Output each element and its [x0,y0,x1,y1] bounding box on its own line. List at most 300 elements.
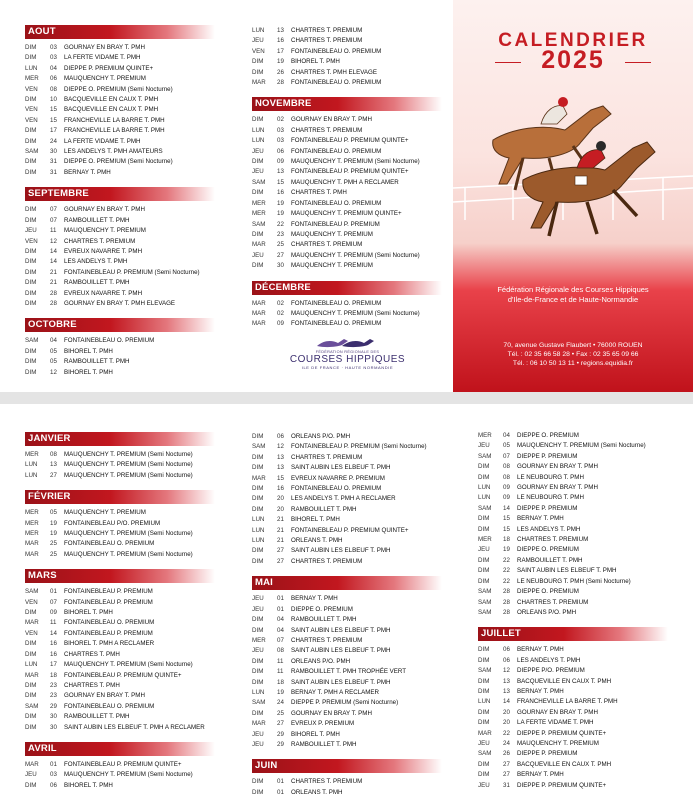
race-venue: GOURNAY EN BRAY T. PMH [517,463,598,471]
race-entry [478,431,668,441]
month-name: JANVIER [28,433,71,444]
race-date: 27 [503,771,510,779]
race-entry [252,688,442,698]
race-date: 30 [277,262,284,270]
race-entry [25,289,215,299]
race-entry [252,68,442,78]
race-day: DIM [25,279,37,287]
race-entry [478,577,668,587]
race-entry [478,452,668,462]
race-date: 28 [503,598,510,606]
race-day: DIM [25,640,37,648]
race-date: 23 [50,681,57,689]
race-day: SAM [478,598,492,606]
race-day: DIM [25,681,37,689]
race-venue: RAMBOUILLET T. PMH [291,740,357,748]
race-venue: BIHOREL T. PMH [291,730,340,738]
race-date: 12 [50,368,57,376]
race-venue: LES ANDELYS T. PMH A RECLAMER [291,495,396,503]
race-venue: LES ANDELYS T. PMH AMATEURS [64,148,163,156]
race-day: LUN [252,537,265,545]
race-entry [252,505,442,515]
race-date: 15 [503,515,510,523]
race-entry [25,205,215,215]
race-venue: FONTAINEBLEAU O. PREMIUM [64,619,155,627]
race-entry [252,657,442,667]
race-entry [252,626,442,636]
race-day: LUN [252,27,265,34]
race-venue: LA FERTE VIDAME T. PMH [64,54,141,62]
race-day: JEU [252,595,264,603]
race-entry [25,712,215,722]
race-day: DIM [25,289,37,297]
race-entry [252,36,442,46]
race-day: DIM [252,709,264,717]
race-venue: MAUQUENCHY T. PREMIUM (Semi Nocturne) [64,550,193,558]
race-date: 13 [503,677,510,685]
race-entry [25,508,215,518]
race-venue: LES ANDELYS T. PMH [64,258,128,266]
juin-continued [478,431,668,618]
race-date: 13 [503,687,510,695]
race-entry [252,136,442,146]
race-entry [252,605,442,615]
month-header [252,759,442,773]
race-entry [252,709,442,719]
race-date: 06 [277,147,284,155]
race-venue: DIEPPE P. PREMIUM [517,750,578,758]
race-venue: DIEPPE O. PREMIUM [517,432,579,439]
race-date: 27 [277,251,284,259]
race-date: 22 [503,567,510,575]
race-entry [252,251,442,261]
race-entry [25,74,215,84]
race-venue: ORLEANS P/O. PMH [291,433,351,440]
race-venue: FONTAINEBLEAU P. PREMIUM QUINTE+ [291,137,409,145]
race-venue: FONTAINEBLEAU O. PREMIUM [291,199,382,207]
race-day: VEN [25,85,38,93]
month-block [25,318,215,378]
race-entry [25,226,215,236]
race-venue: CHARTRES T. PREMIUM [291,241,363,249]
race-venue: FONTAINEBLEAU P. PREMIUM [291,220,380,228]
race-day: MAR [252,720,266,728]
race-entry [478,666,668,676]
race-venue: FONTAINEBLEAU O. PREMIUM [291,320,382,328]
race-date: 12 [50,237,57,245]
race-day: DIM [478,567,490,575]
race-entry [25,237,215,247]
race-date: 27 [277,557,284,565]
race-entry [25,660,215,670]
race-day: LUN [478,484,491,492]
race-venue: BACQUEVILLE EN CAUX T. PMH [517,760,612,768]
race-entry [478,677,668,687]
race-date: 13 [277,464,284,472]
race-date: 15 [277,178,284,186]
race-date: 22 [277,220,284,228]
race-entry [25,639,215,649]
month-block [25,569,215,733]
race-venue: CHARTRES T. PMH [64,681,120,689]
race-entry [252,299,442,309]
race-date: 15 [503,525,510,533]
race-venue: LES ANDELYS T. PMH [517,656,581,664]
race-date: 02 [277,116,284,124]
race-venue: CHARTRES T. PMH [64,650,120,658]
race-day: DIM [25,127,37,135]
month-block [478,627,668,791]
race-date: 31 [50,158,57,166]
race-entry [252,167,442,177]
race-venue: EVREUX NAVARRE T. PMH [64,289,143,297]
race-entry [478,556,668,566]
race-day: MAR [25,760,39,768]
race-date: 17 [50,661,57,669]
race-date: 09 [277,320,284,328]
race-venue: FONTAINEBLEAU P/O. PREMIUM [64,519,161,527]
race-venue: MAUQUENCHY T. PREMIUM (Semi Nocturne) [64,661,193,669]
race-venue: CHARTRES T. PREMIUM [291,37,363,45]
race-date: 09 [277,158,284,166]
race-venue: BERNAY T. PMH [517,515,564,523]
race-venue: CHARTRES T. PREMIUM [64,237,136,245]
race-date: 25 [50,540,57,548]
race-date: 14 [50,629,57,637]
race-entry [252,47,442,57]
race-venue: DIEPPE P. PREMIUM [517,452,578,460]
month-header [25,318,215,332]
race-day: LUN [252,688,265,696]
race-venue: ORLEANS T. PMH [291,537,343,545]
column-janvier-avril [25,432,215,796]
race-day: JEU [478,546,490,554]
race-day: DIM [25,137,37,145]
race-entry [25,95,215,105]
race-day: MAR [252,79,266,87]
race-date: 22 [503,729,510,737]
race-venue: MAUQUENCHY T. PREMIUM (Semi Nocturne) [291,309,420,317]
race-venue: DIEPPE O. PREMIUM (Semi Nocturne) [64,85,173,93]
race-date: 09 [503,484,510,492]
race-date: 24 [277,699,284,707]
race-venue: GOURNAY EN BRAY T. PMH [291,709,372,717]
race-venue: CHARTRES T. PMH [291,189,347,197]
race-date: 24 [503,739,510,747]
race-venue: BACQUEVILLE EN CAUX T. PMH [64,106,159,114]
race-day: VEN [25,237,38,245]
octobre-continued [252,26,442,88]
race-date: 08 [277,647,284,655]
race-day: MAR [252,299,266,307]
race-day: LUN [252,516,265,524]
race-day: JEU [478,739,490,747]
race-date: 26 [277,68,284,76]
race-day: SAM [252,443,266,451]
race-date: 03 [277,137,284,145]
race-day: DIM [252,547,264,555]
race-entry [252,442,442,452]
race-date: 31 [50,168,57,176]
race-entry [252,740,442,750]
race-venue: FONTAINEBLEAU P. PREMIUM [64,598,153,606]
race-venue: GOURNAY EN BRAY T. PMH [517,708,598,716]
race-day: DIM [25,347,37,355]
month-name: SEPTEMBRE [28,188,89,200]
race-date: 13 [277,453,284,461]
race-venue: SAINT AUBIN LES ELBEUF T. PMH [291,626,391,634]
race-day: VEN [25,629,38,637]
race-date: 19 [50,530,57,538]
race-date: 04 [277,626,284,634]
race-date: 03 [50,54,57,62]
month-block [252,759,442,796]
race-day: DIM [25,781,37,789]
race-venue: BERNAY T. PMH A RECLAMER [291,688,380,696]
race-day: DIM [25,168,37,176]
race-date: 05 [50,358,57,366]
race-date: 16 [277,37,284,45]
race-venue: DIEPPE O. PREMIUM (Semi Nocturne) [64,158,173,166]
race-venue: GOURNAY EN BRAY T. PMH [64,44,145,51]
column-aout-octobre [25,25,215,387]
race-entry [25,629,215,639]
race-entry [252,26,442,36]
month-name: JUIN [255,760,278,772]
race-day: DIM [252,668,264,676]
race-date: 25 [50,550,57,558]
race-day: DIM [252,626,264,634]
race-entry [252,730,442,740]
race-day: DIM [252,433,264,440]
race-date: 28 [503,588,510,596]
race-entry [252,667,442,677]
race-venue: DIEPPE P. PREMIUM QUINTE+ [517,781,607,789]
race-venue: LE NEUBOURG T. PMH [517,473,584,481]
race-entry [252,309,442,319]
race-date: 02 [277,299,284,307]
month-header [25,569,215,583]
race-date: 23 [277,230,284,238]
race-day: DIM [252,158,264,166]
race-date: 03 [50,771,57,779]
race-date: 18 [503,536,510,544]
month-name: MARS [28,570,57,582]
race-venue: BIHOREL T. PMH [64,347,113,355]
race-date: 05 [50,347,57,355]
race-entry [478,749,668,759]
race-date: 11 [277,657,284,665]
race-venue: BIHOREL T. PMH [64,609,113,617]
race-day: MAR [25,540,39,548]
race-entry [25,650,215,660]
race-day: SAM [252,220,266,228]
race-venue: EVREUX P. PREMIUM [291,720,355,728]
race-day: DIM [252,485,264,493]
race-entry [478,697,668,707]
month-header [25,25,215,39]
race-venue: RAMBOUILLET T. PMH [517,556,583,564]
column-avril-juin [252,432,442,796]
race-date: 20 [503,719,510,727]
race-venue: FONTAINEBLEAU O. PREMIUM [291,79,382,87]
race-venue: FONTAINEBLEAU O. PREMIUM [64,337,155,345]
race-entry [252,463,442,473]
race-venue: CHARTRES T. PREMIUM [291,778,363,786]
race-date: 20 [277,505,284,513]
race-venue: ORLEANS P/O. PMH [517,608,577,616]
race-day: SAM [25,702,39,710]
race-day: DIM [478,515,490,523]
race-entry [252,147,442,157]
race-entry [25,681,215,691]
race-entry [25,691,215,701]
race-entry [478,770,668,780]
race-entry [252,453,442,463]
race-day: DIM [25,650,37,658]
month-name: OCTOBRE [28,319,77,331]
month-block [25,432,215,481]
race-date: 22 [503,577,510,585]
race-day: JEU [252,605,264,613]
logo-line-1: FÉDÉRATION RÉGIONALE DES [315,350,380,354]
race-day: DIM [252,58,264,66]
race-entry [478,781,668,791]
race-venue: LE NEUBOURG T. PMH (Semi Nocturne) [517,577,631,585]
race-entry [478,545,668,555]
race-entry [25,137,215,147]
race-date: 25 [277,241,284,249]
race-day: MER [478,536,492,544]
race-date: 07 [50,598,57,606]
race-venue: EVREUX NAVARRE T. PMH [64,247,143,255]
race-date: 07 [503,452,510,460]
race-entry [252,719,442,729]
race-venue: MAUQUENCHY T. PREMIUM (Semi Nocturne) [517,442,646,450]
race-venue: CHARTRES T. PREMIUM [517,536,589,544]
race-day: DIM [252,778,264,786]
race-venue: MAUQUENCHY T. PREMIUM (Semi Nocturne) [64,471,193,479]
race-date: 03 [50,44,57,51]
race-date: 21 [277,516,284,524]
race-day: SAM [478,750,492,758]
race-venue: RAMBOUILLET T. PMH [64,713,130,721]
contact: Tél. : 06 10 50 13 11 • regions.equidia.fr [512,360,634,367]
race-entry [478,739,668,749]
race-venue: DIEPPE P/O. PREMIUM [517,667,585,675]
race-venue: GOURNAY EN BRAY T. PMH [64,692,145,700]
race-date: 28 [277,79,284,87]
race-venue: ORLEANS P/O. PMH [291,657,351,665]
race-venue: SAINT AUBIN LES ELBEUF T. PMH [517,567,617,575]
race-entry [252,526,442,536]
race-entry [478,525,668,535]
race-day: DIM [252,189,264,197]
race-day: JEU [252,740,264,748]
race-entry [25,299,215,309]
race-entry [25,529,215,539]
race-day: MER [478,432,492,439]
race-entry [25,770,215,780]
race-day: DIM [252,230,264,238]
race-venue: FONTAINEBLEAU P. PREMIUM QUINTE+ [291,526,409,534]
race-day: DIM [478,577,490,585]
race-venue: MAUQUENCHY T. PREMIUM [64,227,146,235]
race-day: MAR [478,729,492,737]
race-date: 04 [50,337,57,345]
race-day: LUN [25,64,38,72]
race-date: 31 [503,781,510,789]
horse-race-illustration-icon [453,80,693,260]
race-venue: FONTAINEBLEAU P. PREMIUM QUINTE+ [64,671,182,679]
race-date: 08 [503,473,510,481]
race-entry [25,550,215,560]
race-venue: DIEPPE P. PREMIUM (Semi Nocturne) [291,699,399,707]
race-date: 16 [50,640,57,648]
race-day: DIM [25,216,37,224]
race-date: 28 [50,299,57,307]
race-day: MER [252,636,266,644]
race-day: SAM [25,148,39,156]
race-entry [478,587,668,597]
race-day: DIM [25,713,37,721]
race-date: 08 [503,463,510,471]
race-day: DIM [478,687,490,695]
race-day: DIM [478,771,490,779]
month-block [25,187,215,309]
race-day: DIM [25,692,37,700]
federation-logo [280,330,415,376]
race-venue: BERNAY T. PMH [517,687,564,695]
race-entry [252,557,442,567]
race-entry [252,594,442,604]
race-entry [25,126,215,136]
race-day: VEN [25,598,38,606]
race-date: 07 [50,216,57,224]
race-entry [252,126,442,136]
race-entry [25,168,215,178]
race-venue: MAUQUENCHY T. PMH A RECLAMER [291,178,399,186]
race-venue: BERNAY T. PMH [291,595,338,603]
race-date: 28 [50,289,57,297]
race-day: DIM [478,473,490,481]
race-venue: FONTAINEBLEAU O. PREMIUM [291,485,382,493]
race-entry [25,471,215,481]
race-day: SAM [478,608,492,616]
race-venue: BIHOREL T. PMH [64,368,113,376]
race-day: DIM [478,677,490,685]
race-venue: EVREUX NAVARRE P. PREMIUM [291,474,385,482]
race-day: DIM [252,495,264,503]
race-date: 30 [50,723,57,731]
month-header [25,490,215,504]
race-entry [252,319,442,329]
race-day: MAR [25,550,39,558]
race-venue: CHARTRES T. PREMIUM [517,598,589,606]
race-entry [252,698,442,708]
cover-title: CALENDRIER [498,30,648,51]
race-entry [252,546,442,556]
race-date: 07 [277,636,284,644]
month-block [25,25,215,178]
race-day: SAM [252,699,266,707]
race-venue: ORLEANS T. PMH [291,788,343,796]
race-venue: MAUQUENCHY T. PREMIUM [517,739,599,747]
race-entry [252,157,442,167]
column-octobre-decembre [252,26,442,339]
race-venue: MAUQUENCHY T. PREMIUM QUINTE+ [291,210,402,218]
race-entry [252,261,442,271]
